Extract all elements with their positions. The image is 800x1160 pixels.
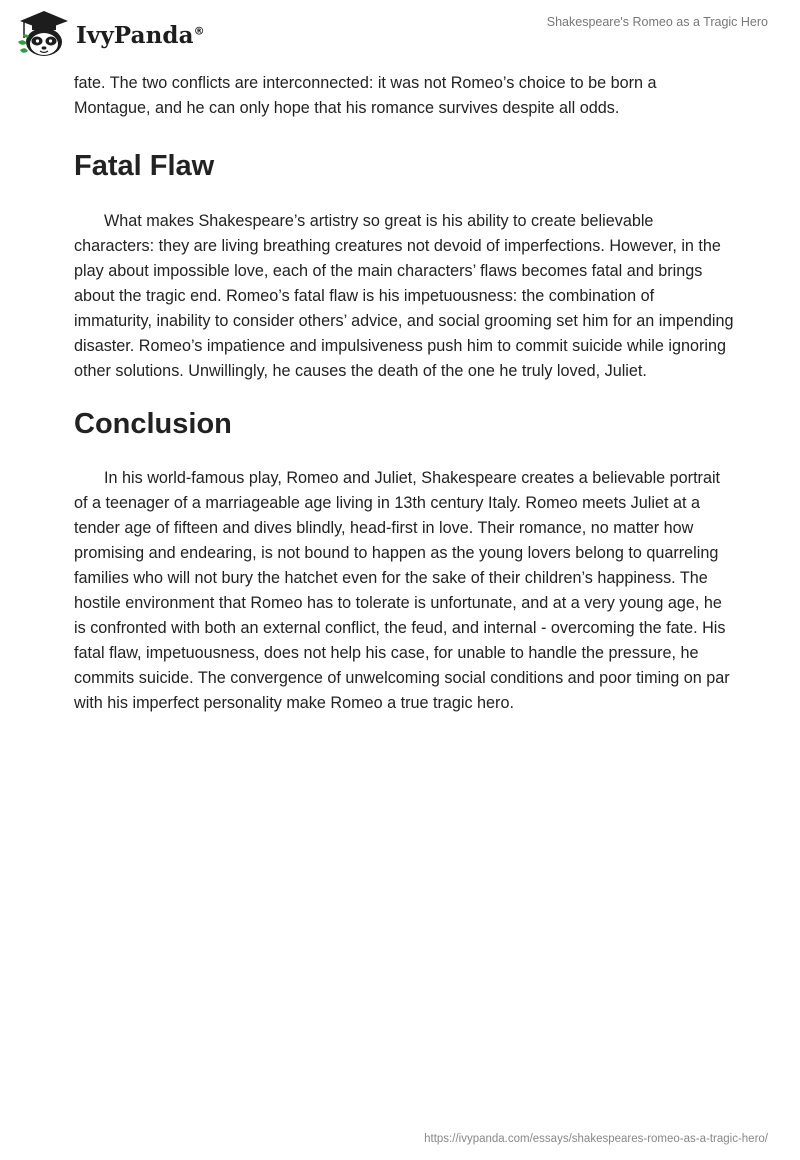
source-url-link[interactable]: https://ivypanda.com/essays/shakespeares-romeo-as-a-tragic-hero/: [424, 1133, 768, 1145]
intro-continuation-paragraph: fate. The two conflicts are interconnected: it was not Romeo’s choice to be born a Montague, and he can only hope that his romance survives despite all odds.: [74, 74, 657, 117]
fatal-flaw-paragraph: What makes Shakespeare’s artistry so great is his ability to create believable characters: they are living breathing creatures not devoid of imperfections. However, in the play about impossible love, each of the main characters’ flaws becomes fatal and brings about the tragic end. Romeo’s fatal flaw is his impetuousness: the combination of immaturity, inability to consider others’ advice, and social grooming set him for an impending disaster. Romeo’s impatience and impulsiveness push him to commit suicide while ignoring other solutions. Unwillingly, he causes the death of the one he truly loved, Juliet.: [74, 212, 734, 380]
fatal-flaw-heading: Fatal Flaw: [74, 150, 215, 182]
brand-name: IvyPanda®: [76, 21, 205, 49]
conclusion-heading: Conclusion: [74, 408, 232, 440]
brand-logo[interactable]: [14, 8, 205, 60]
conclusion-paragraph: In his world-famous play, Romeo and Juliet, Shakespeare creates a believable portrait of a teenager of a marriageable age living in 13th century Italy. Romeo meets Juliet at a tender age of fifteen and dives blindly, head-first in love. Their romance, no matter how promising and endearing, is not bound to happen as the young lovers belong to quarreling families who will not bury the hatchet even for the sake of their children’s happiness. The hostile environment that Romeo has to tolerate is unfortunate, and at a very young age, he is confronted with both an external conflict, the feud, and internal - overcoming the fate. His fatal flaw, impetuousness, does not help his case, for unable to handle the pressure, he commits suicide. The convergence of unwelcoming social conditions and poor timing on par with his imperfect personality make Romeo a true tragic hero.: [74, 469, 730, 712]
article-body: [74, 71, 734, 716]
panda-graduate-icon: [14, 8, 74, 60]
document-title: Shakespeare's Romeo as a Tragic Hero: [546, 15, 768, 29]
page-header: [0, 0, 800, 64]
